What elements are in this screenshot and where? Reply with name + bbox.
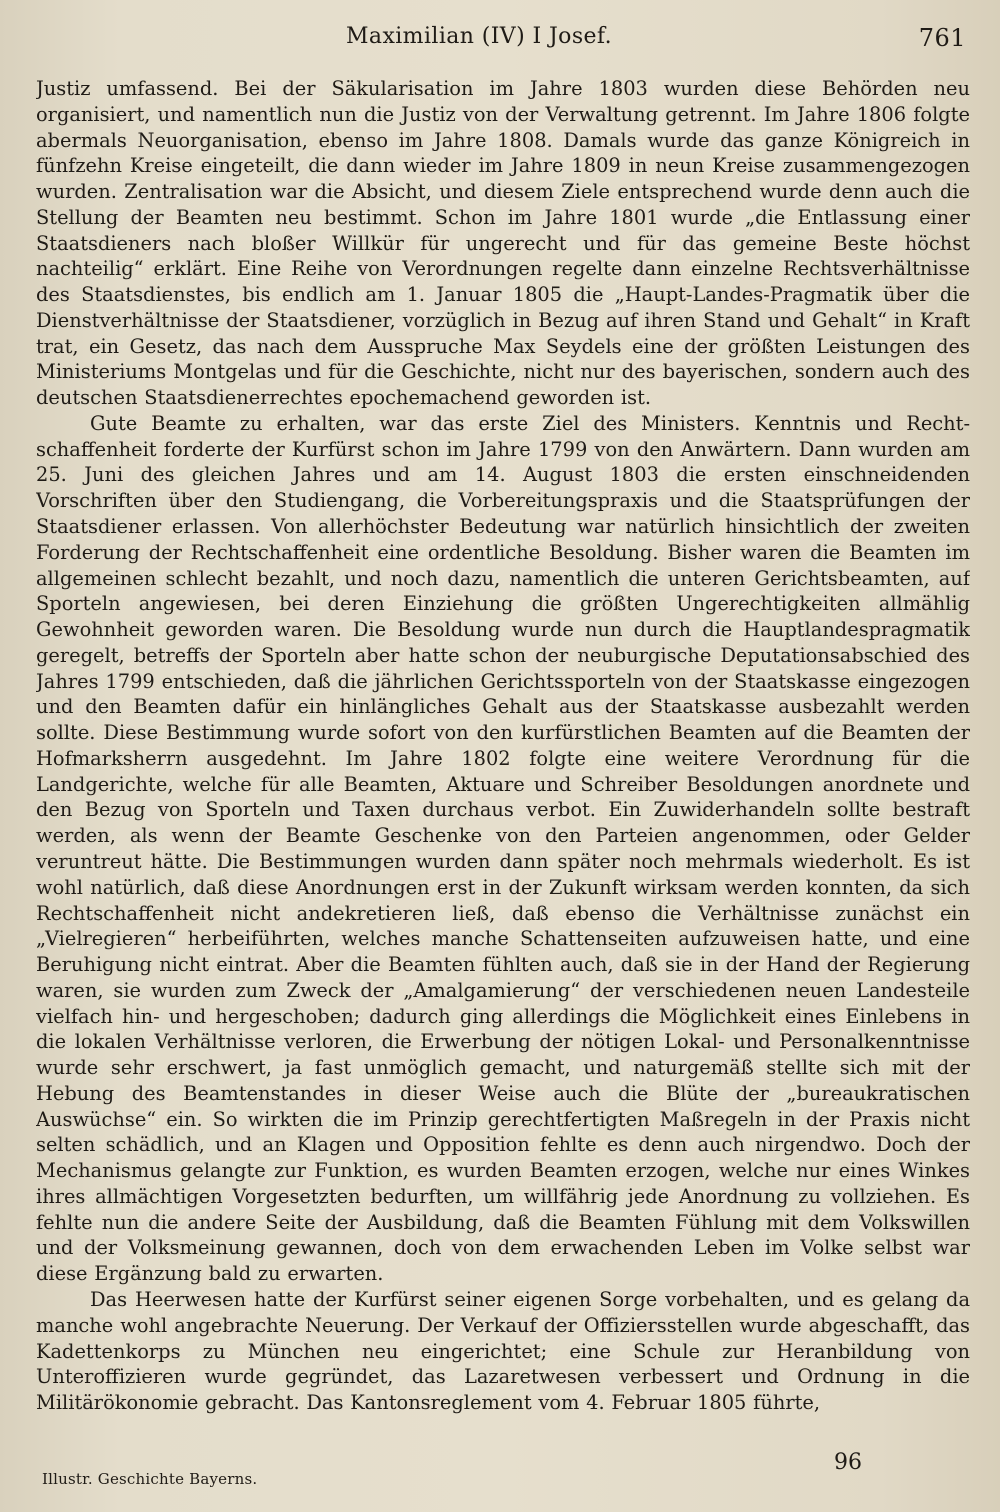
body-text (36, 76, 970, 1434)
paragraph-3: Das Heerwesen hatte der Kurfürst seiner eigenen Sorge vorbehalten, und es gelang da manche wohl angebrachte Neuerung. Der Verkauf der Offiziersstellen wurde abgeschafft, das Kadettenkorps zu München neu eingerichtet; eine Schule zur Heranbildung von Unteroffizieren wurde gegründet, das Lazaretwesen verbessert und Ordnung in die Militärökonomie gebracht. Das Kantonsreglement vom 4. Februar 1805 führte, (36, 1287, 970, 1415)
signature-number: 96 (834, 1450, 862, 1475)
running-title: Maximilian (IV) I Josef. (346, 24, 613, 49)
page-footer (36, 1450, 966, 1498)
footer-book-title: Illustr. Geschichte Bayerns. (42, 1470, 258, 1488)
page-number: 761 (918, 24, 966, 52)
paragraph-1: Justiz umfassend. Bei der Säkularisation im Jahre 1803 wurden diese Behörden neu organisiert, und namentlich nun die Justiz von der Verwaltung getrennt. Im Jahre 1806 folgte abermals Neuorganisation, ebenso im Jahre 1808. Damals wurde das ganze Königreich in fünfzehn Kreise eingeteilt, die dann wieder im Jahre 1809 in neun Kreise zusammengezogen wurden. Zentralisation war die Absicht, und diesem Ziele entsprechend wurde denn auch die Stellung der Beamten neu bestimmt. Schon im Jahre 1801 wurde „die Entlassung einer Staatsdieners nach bloßer Willkür für ungerecht und für das gemeine Beste höchst nachteilig“ erklärt. Eine Reihe von Verordnungen regelte dann einzelne Rechtsverhältnisse des Staatsdienstes, bis endlich am 1. Januar 1805 die „Haupt-Landes-Pragmatik über die Dienstverhältnisse der Staatsdiener, vorzüglich in Bezug auf ihren Stand und Gehalt“ in Kraft trat, ein Gesetz, das nach dem Ausspruche Max Seydels eine der größten Leistungen des Ministeriums Montgelas und für die Geschichte, nicht nur des bayerischen, sondern auch des deutschen Staatsdienerrechtes epochemachend geworden ist. (36, 77, 970, 410)
running-head (36, 20, 966, 56)
paragraph-2: Gute Beamte zu erhalten, war das erste Ziel des Ministers. Kenntnis und Rechtschaffenheit forderte der Kurfürst schon im Jahre 1799 von den Anwärtern. Dann wurden am 25. Juni des gleichen Jahres und am 14. August 1803 die ersten einschneidenden Vorschriften über den Studiengang, die Vorbereitungspraxis und die Staatsprüfungen der Staatsdiener erlassen. Von allerhöchster Bedeutung war natürlich hinsichtlich der zweiten Forderung der Rechtschaffenheit eine ordentliche Besoldung. Bisher waren die Beamten im allgemeinen schlecht bezahlt, und noch dazu, namentlich die unteren Gerichtsbeamten, auf Sporteln angewiesen, bei deren Einziehung die größten Ungerechtigkeiten allmählig Gewohnheit geworden waren. Die Besoldung wurde nun durch die Hauptlandespragmatik geregelt, betreffs der Sporteln aber hatte schon der neuburgische Deputationsabschied des Jahres 1799 entschieden, daß die jährlichen Gerichtssporteln von der Staatskasse eingezogen und den Beamten dafür ein hinlängliches Gehalt aus der Staatskasse ausbezahlt werden sollte. Diese Bestimmung wurde sofort von den kurfürstlichen Beamten auf die Beamten der Hofmarksherrn ausgedehnt. Im Jahre 1802 folgte eine weitere Verordnung für die Landgerichte, welche für alle Beamten, Aktuare und Schreiber Besoldungen anordnete und den Bezug von Sporteln und Taxen durchaus verbot. Ein Zuwiderhandeln sollte bestraft werden, als wenn der Beamte Geschenke von den Parteien angenommen, oder Gelder veruntreut hätte. Die Bestimmungen wurden dann später noch mehrmals wiederholt. Es ist wohl natürlich, daß diese Anordnungen erst in der Zukunft wirksam werden konnten, da sich Rechtschaffenheit nicht andekretieren ließ, daß ebenso die Verhältnisse zunächst ein „Vielregieren“ herbeiführten, welches manche Schattenseiten aufzuweisen hatte, und eine Beruhigung nicht eintrat. Aber die Beamten fühlten auch, daß sie in der Hand der Regierung waren, sie wurden zum Zweck der „Amalgamierung“ der verschiedenen neuen Landesteile vielfach hin- und hergeschoben; dadurch ging allerdings die Möglichkeit eines Einlebens in die lokalen Verhältnisse verloren, die Erwerbung der nötigen Lokal- und Personalkenntnisse wurde sehr erschwert, ja fast unmöglich gemacht, und naturgemäß stellte sich mit der Hebung des Beamtenstandes in dieser Weise auch die Blüte der „bureaukratischen Auswüchse“ ein. So wirkten die im Prinzip gerechtfertigten Maßregeln in der Praxis nicht selten schädlich, und an Klagen und Opposition fehlte es denn auch nirgendwo. Doch der Mechanismus gelangte zur Funktion, es wurden Beamten erzogen, welche nur eines Winkes ihres allmächtigen Vorgesetzten bedurften, um willfährig jede Anordnung zu vollziehen. Es fehlte nun die andere Seite der Ausbildung, daß die Beamten Fühlung mit dem Volkswillen und der Volksmeinung gewannen, doch von dem erwachenden Leben im Volke selbst war diese Ergänzung bald zu erwarten. (36, 411, 970, 1286)
